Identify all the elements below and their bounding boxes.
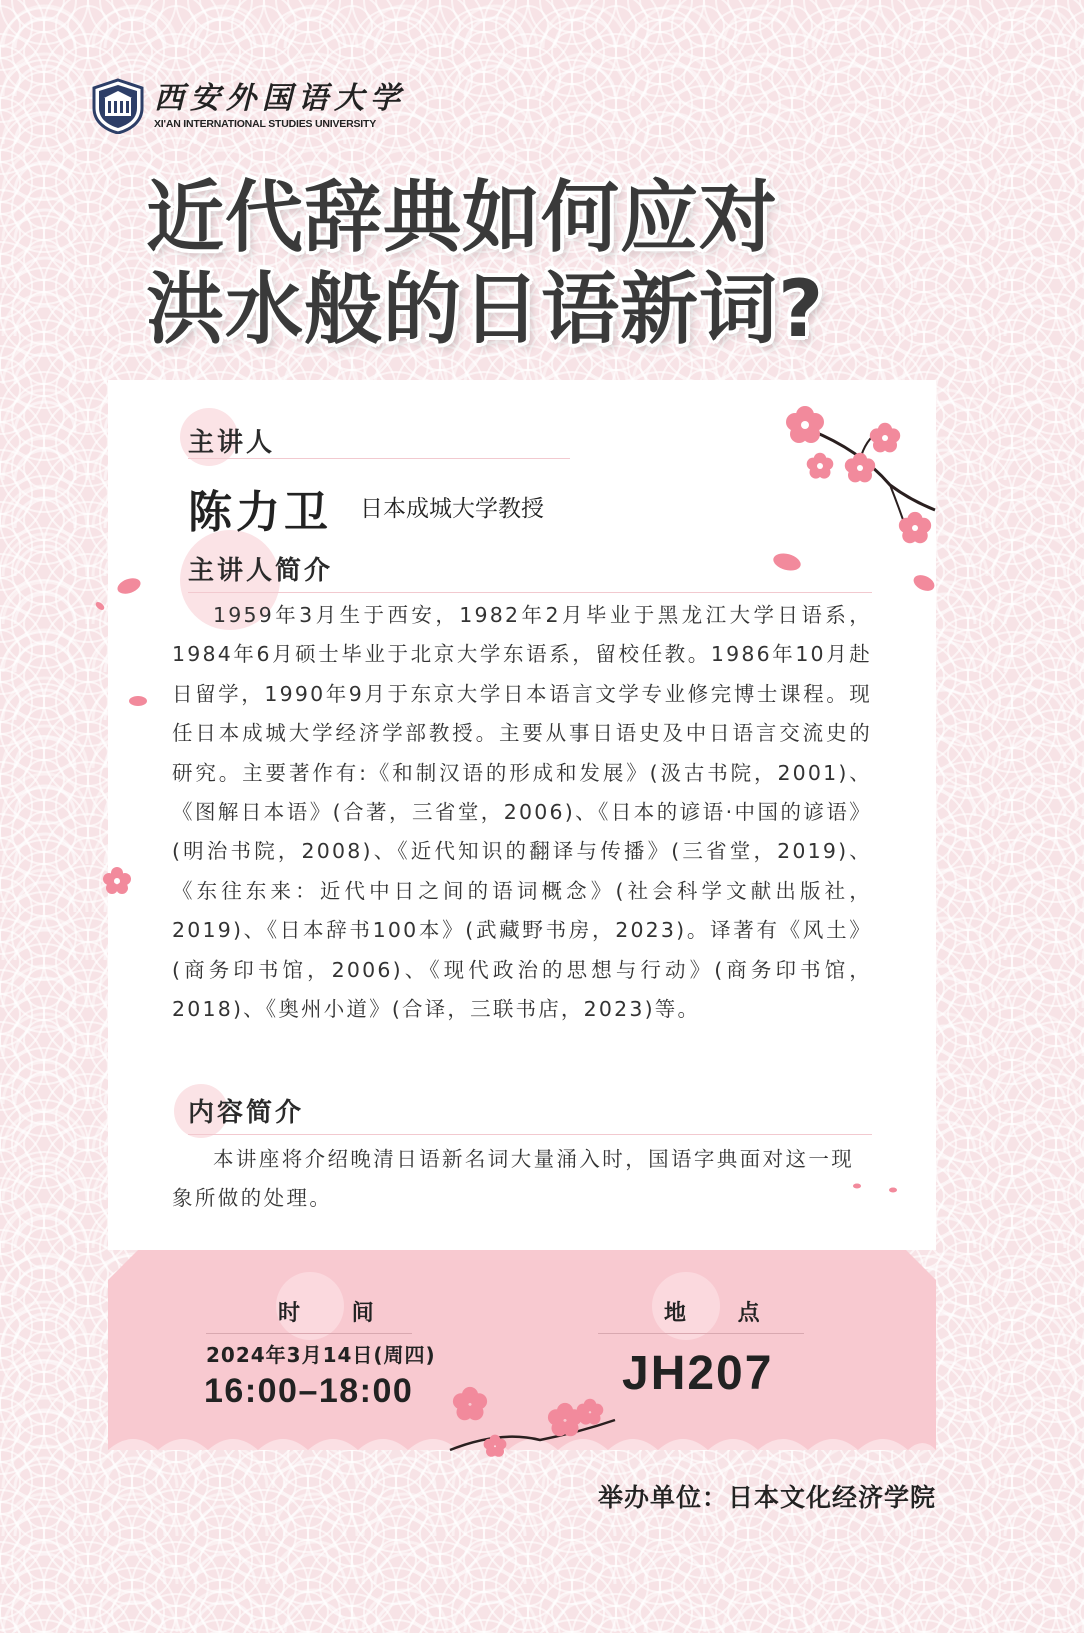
speaker-heading: 主讲人 [188, 428, 276, 458]
title-line-2: 洪水般的日语新词? [146, 265, 825, 355]
bio-heading: 主讲人简介 [188, 556, 334, 586]
speaker-divider [188, 458, 570, 459]
petal-icon [912, 574, 936, 592]
university-name-en: XI'AN INTERNATIONAL STUDIES UNIVERSITY [154, 118, 377, 130]
petal-icon [128, 694, 148, 708]
university-logo [92, 78, 406, 134]
speaker-affiliation: 日本成城大学教授 [360, 496, 544, 522]
university-emblem-icon [92, 78, 144, 134]
content-heading: 内容简介 [188, 1098, 305, 1128]
cherry-blossom-icon [100, 864, 134, 898]
event-time: 16:00–18:00 [204, 1372, 414, 1410]
petal-icon [94, 600, 106, 612]
bio-divider [188, 592, 872, 593]
cherry-blossom-branch-icon [780, 400, 940, 560]
organizer: 举办单位：日本文化经济学院 [597, 1483, 936, 1512]
university-name-cn: 西安外国语大学 [154, 81, 406, 116]
time-divider [206, 1333, 412, 1334]
petal-icon [772, 552, 802, 572]
cherry-blossom-cluster-icon [440, 1380, 620, 1460]
petal-icon [888, 1186, 898, 1194]
event-date: 2024年3月14日(周四) [206, 1343, 436, 1367]
place-divider [598, 1333, 804, 1334]
bio-text: 1959年3月生于西安，1982年2月毕业于黑龙江大学日语系，1984年6月硕士毕业于北京大学东语系，留校任教。1986年10月赴日留学，1990年9月于东京大学日本语言文学专业修完博士课程。现任日本成城大学经济学部教授。主要从事日语史及中日语言交流史的研究。主要著作有:《和制汉语的形成和发展》(汲古书院，2001)、《图解日本语》(合著，三省堂，2006)、《日本的谚语·中国的谚语》(明治书院，2008)、《近代知识的翻译与传播》(三省堂，2019)、《东往东来：近代中日之间的语词概念》(社会科学文献出版社，2019)、《日本辞书100本》(武藏野书房，2023)。译著有《风土》(商务印书馆，2006)、《现代政治的思想与行动》(商务印书馆，2018)、《奥州小道》(合译，三联书店，2023)等。 [172, 603, 872, 1022]
speaker-name: 陈力卫 [188, 487, 332, 538]
content-text: 本讲座将介绍晚清日语新名词大量涌入时，国语字典面对这一现象所做的处理。 [172, 1147, 855, 1210]
page-title [146, 172, 936, 356]
content-divider [188, 1134, 872, 1135]
place-label: 地 点 [664, 1301, 782, 1326]
event-place: JH207 [622, 1347, 774, 1400]
title-line-1: 近代辞典如何应对 [146, 173, 779, 263]
time-label: 时 间 [278, 1301, 396, 1326]
petal-icon [852, 1182, 862, 1190]
petal-icon [116, 576, 142, 596]
